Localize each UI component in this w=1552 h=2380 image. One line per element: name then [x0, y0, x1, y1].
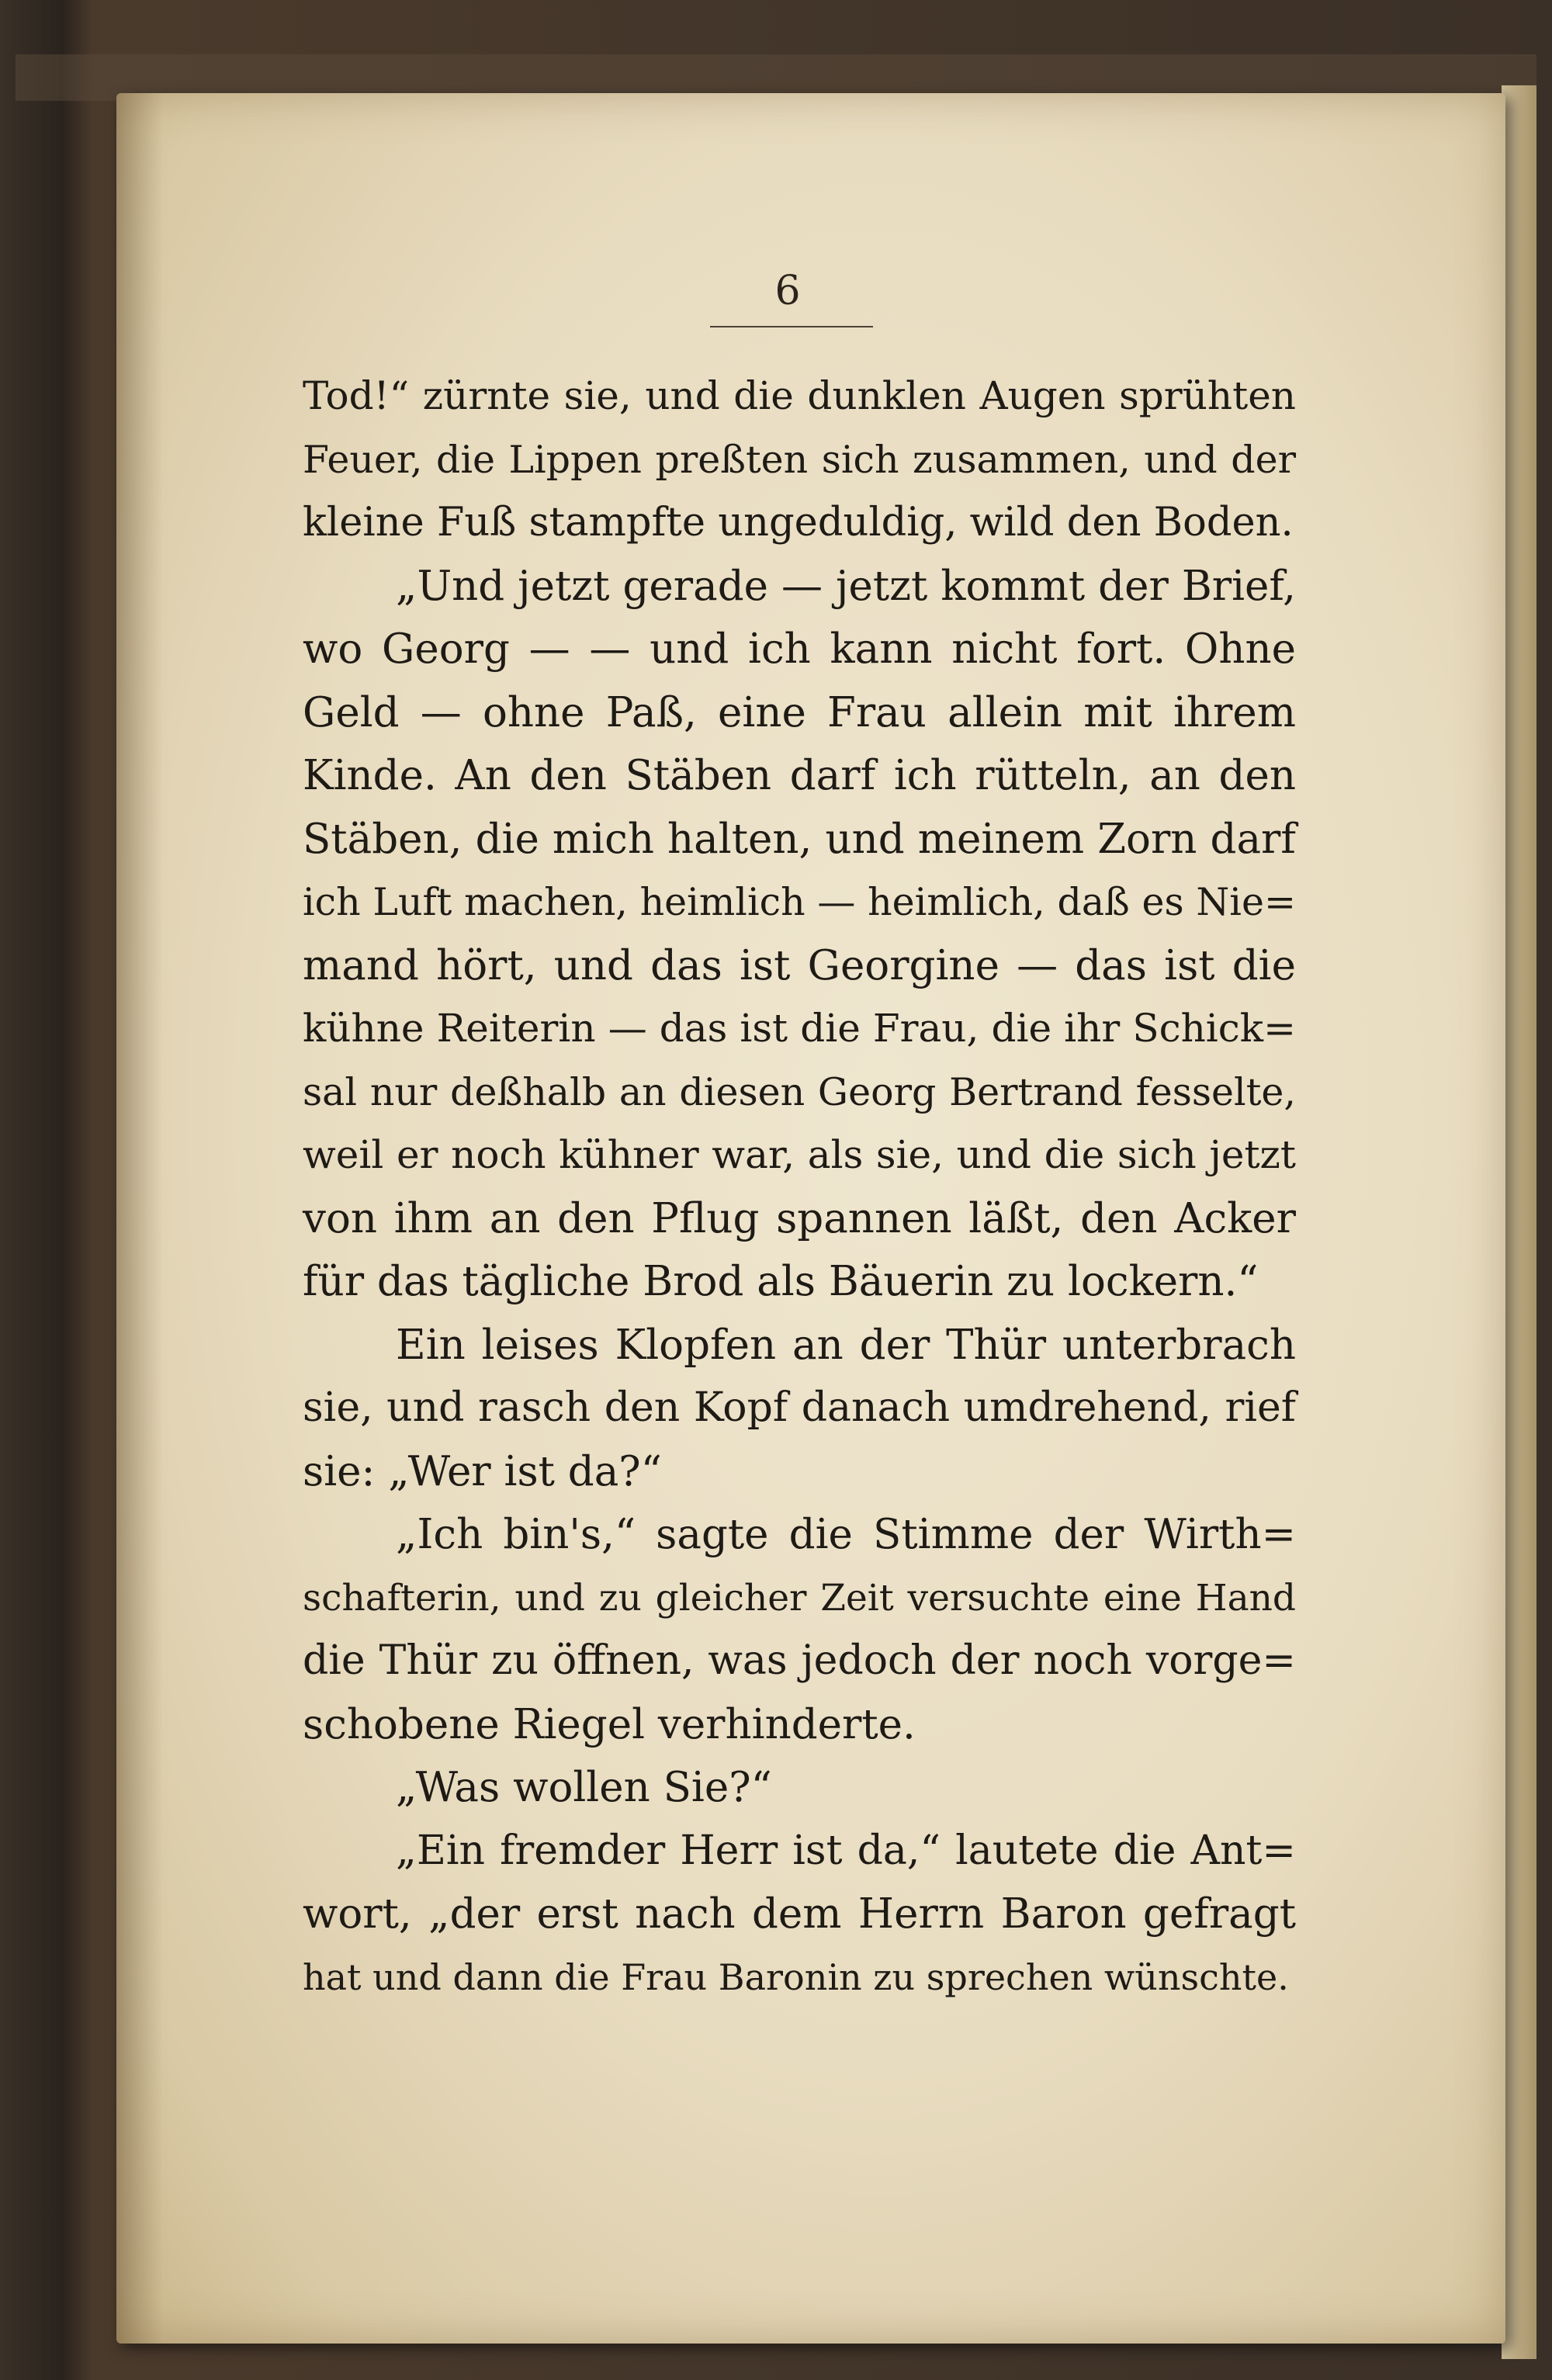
text-line: Kinde. An den Stäben darf ich rütteln, an den [303, 752, 1296, 799]
page-number: 6 [774, 268, 801, 314]
text-line: hat und dann die Frau Baronin zu sprechen wünschte. [303, 1956, 1289, 1998]
text-line: mand hört, und das ist Georgine — das ist die [303, 941, 1296, 989]
text-line: Tod!“ zürnte sie, und die dunklen Augen sprühten [303, 373, 1296, 418]
text-line: „Ich bin's,“ sagte die Stimme der Wirth= [396, 1511, 1296, 1558]
text-line: sal nur deßhalb an diesen Georg Bertrand fesselte, [303, 1069, 1296, 1114]
text-line: „Ein fremder Herr ist da,“ lautete die Ant= [396, 1827, 1296, 1874]
text-line: Geld — ohne Paß, eine Frau allein mit ihrem [303, 688, 1296, 736]
text-line: für das tägliche Brod als Bäuerin zu lockern.“ [303, 1258, 1259, 1305]
text-line: weil er noch kühner war, als sie, und die sich jetzt [303, 1132, 1296, 1177]
text-line: Feuer, die Lippen preßten sich zusammen, und der [303, 437, 1296, 482]
next-page-edge [1502, 85, 1536, 2359]
text-line: schobene Riegel verhinderte. [303, 1700, 916, 1748]
text-line: „Und jetzt gerade — jetzt kommt der Brief, [396, 562, 1296, 610]
text-line: kühne Reiterin — das ist die Frau, die ihr Schick= [303, 1006, 1296, 1051]
page-gutter-shadow [116, 93, 163, 2344]
text-line: Ein leises Klopfen an der Thür unterbrach [396, 1321, 1296, 1369]
text-line: wo Georg — — und ich kann nicht fort. Ohne [303, 625, 1296, 673]
text-line: wort, „der erst nach dem Herrn Baron gefragt [303, 1890, 1296, 1938]
text-line: Stäben, die mich halten, und meinem Zorn darf [303, 815, 1296, 863]
text-line: die Thür zu öffnen, was jedoch der noch vorge= [303, 1637, 1296, 1684]
text-line: ich Luft machen, heimlich — heimlich, daß es Nie= [303, 880, 1296, 924]
text-line: „Was wollen Sie?“ [396, 1764, 772, 1811]
text-line: sie: „Wer ist da?“ [303, 1447, 662, 1495]
text-line: kleine Fuß stampfte ungeduldig, wild den Boden. [303, 500, 1294, 546]
text-line: von ihm an den Pflug spannen läßt, den Acker [303, 1194, 1296, 1242]
page-number-rule [710, 326, 873, 327]
body-text [303, 365, 1296, 2009]
text-line: sie, und rasch den Kopf danach umdrehend, rief [303, 1384, 1296, 1431]
text-line: schafterin, und zu gleicher Zeit versuchte eine Hand [303, 1576, 1296, 1620]
